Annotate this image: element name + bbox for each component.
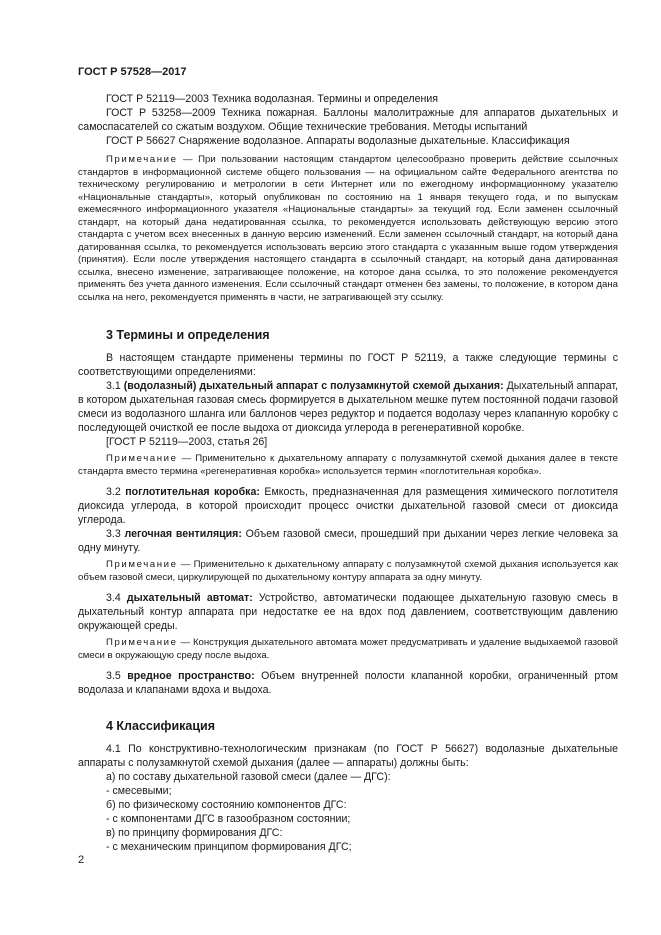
- reference-item: ГОСТ Р 53258—2009 Техника пожарная. Баллоны малолитражные для аппаратов дыхательных и самоспасателей со сжатым воздухом. Общие технические требования. Методы испытаний: [78, 107, 618, 133]
- term-name: легочная вентиляция:: [124, 528, 242, 540]
- note: Примечание — Конструкция дыхательного автомата может предусматривать и удаление выдыхаемой газовой смеси в окружающую среду после выдоха.: [78, 637, 618, 661]
- list-item: - с механическим принципом формирования ДГС;: [106, 841, 352, 853]
- page-number: 2: [78, 854, 85, 866]
- list-item: б) по физическому состоянию компонентов ДГС:: [106, 799, 347, 811]
- note: Примечание — Применительно к дыхательному аппарату с полузамкнутой схемой дыхания используется как объем газовой смеси, циркулирующей по дыхательному контуру аппарата за одну минуту.: [78, 559, 618, 583]
- term-name: вредное пространство:: [127, 670, 255, 682]
- section-heading: 3 Термины и определения: [106, 328, 270, 342]
- term-name: дыхательный автомат:: [126, 592, 253, 604]
- reference-item: ГОСТ Р 56627 Снаряжение водолазное. Аппараты водолазные дыхательные. Классификация: [106, 135, 570, 147]
- term-source: [ГОСТ Р 52119—2003, статья 26]: [106, 436, 268, 448]
- term-3-2: 3.2 поглотительная коробка: Емкость, предназначенная для размещения химического поглотителя диоксида углерода, в которой происходит процесс очистки дыхательной газовой смеси от диоксида углерода.: [78, 486, 618, 526]
- list-item: - смесевыми;: [106, 785, 172, 797]
- paragraph: В настоящем стандарте применены термины по ГОСТ Р 52119, а также следующие термины с соответствующими определениями:: [78, 352, 618, 378]
- term-definition: Устройство, автоматически подающее дыхательную газовую смесь в дыхательный контур аппарата при недостатке ее на вдох под давлением, соответствующим давлению окружающей среды.: [78, 592, 618, 632]
- note-label: Примечание: [106, 154, 178, 165]
- note: Примечание — Применительно к дыхательному аппарату с полузамкнутой схемой дыхания далее в тексте стандарта вместо термина «регенеративная коробка» используется термин «поглотительная коробка».: [78, 453, 618, 477]
- term-definition: Объем внутренней полости клапанной коробки, ограниченный ртом водолаза и клапанами вдоха и выдоха.: [78, 670, 619, 696]
- term-3-4: 3.4 дыхательный автомат: Устройство, автоматически подающее дыхательную газовую смесь в дыхательный контур аппарата при недостатке ее на вдох под давлением, соответствующим давлению окружающей среды.: [78, 592, 618, 632]
- term-definition: Дыхательный аппарат, в котором дыхательная газовая смесь формируется в дыхательном мешке путем постоянной подачи газовой смеси из водолазного шланга или баллонов через редуктор и подается водолазу через клапанную коробку с последующей очисткой ее после выдоха от диоксида углерода в регенеративной коробке.: [78, 380, 619, 434]
- note: [78, 154, 618, 304]
- term-name: поглотительная коробка:: [125, 486, 260, 498]
- document-header: ГОСТ Р 57528—2017: [78, 66, 187, 78]
- note-text: — При пользовании настоящим стандартом целесообразно проверить действие ссылочных стандартов в информационной системе общего пользования — на официальном сайте Федерального агентства по техническому регулированию и метрологии в сети Интернет или по ежегодному информационному указателю «Национальные стандарты», который опубликован по состоянию на 1 января текущего года, и по выпускам ежемесячного информационного указателя «Национальные стандарты» за текущий год. Если заменен ссылочный стандарт, на который дана недатированная ссылка, то рекомендуется использовать действующую версию этого стандарта с учетом всех внесенных в данную версию изменений. Если заменен ссылочный стандарт, на который дана датированная ссылка, то рекомендуется использовать версию этого стандарта с указанным выше годом утверждения (принятия). Если после утверждения настоящего стандарта в ссылочный стандарт, на который дана датированная ссылка, внесено изменение, затрагивающее положение, на которое дана ссылка, то это положение рекомендуется применять без учета данного изменения. Если ссылочный стандарт отменен без замены, то положение, в котором дана ссылка на него, рекомендуется применять в части, не затрагивающей эту ссылку.: [78, 154, 618, 303]
- term-definition: Емкость, предназначенная для размещения химического поглотителя диоксида углерода, в которой происходит процесс очистки дыхательной газовой смеси от диоксида углерода.: [78, 486, 618, 526]
- term-3-5: 3.5 вредное пространство: Объем внутренней полости клапанной коробки, ограниченный ртом водолаза и клапанами вдоха и выдоха.: [78, 670, 619, 696]
- term-3-3: 3.3 легочная вентиляция: Объем газовой смеси, прошедший при дыхании через легкие человека за одну минуту.: [78, 528, 618, 554]
- page-body: [78, 92, 618, 854]
- term-3-1: 3.1 (водолазный) дыхательный аппарат с полузамкнутой схемой дыхания: Дыхательный аппарат, в котором дыхательная газовая смесь формируется в дыхательном мешке путем постоянной подачи газовой смеси из водолазного шланга или баллонов через редуктор и подается водолазу через клапанную коробку с последующей очисткой ее после выдоха от диоксида углерода в регенеративной коробке.: [78, 380, 619, 434]
- term-name: (водолазный) дыхательный аппарат с полузамкнутой схемой дыхания:: [123, 380, 504, 392]
- paragraph: 4.1 По конструктивно-технологическим признакам (по ГОСТ Р 56627) водолазные дыхательные аппараты с полузамкнутой схемой дыхания (далее — аппараты) должны быть:: [78, 743, 618, 769]
- list-item: в) по принципу формирования ДГС:: [106, 827, 283, 839]
- reference-item: ГОСТ Р 52119—2003 Техника водолазная. Термины и определения: [106, 93, 438, 105]
- section-heading: 4 Классификация: [106, 719, 216, 733]
- term-definition: Объем газовой смеси, прошедший при дыхании через легкие человека за одну минуту.: [78, 528, 618, 554]
- list-item: а) по составу дыхательной газовой смеси (далее — ДГС):: [106, 771, 391, 783]
- list-item: - с компонентами ДГС в газообразном состоянии;: [106, 813, 351, 825]
